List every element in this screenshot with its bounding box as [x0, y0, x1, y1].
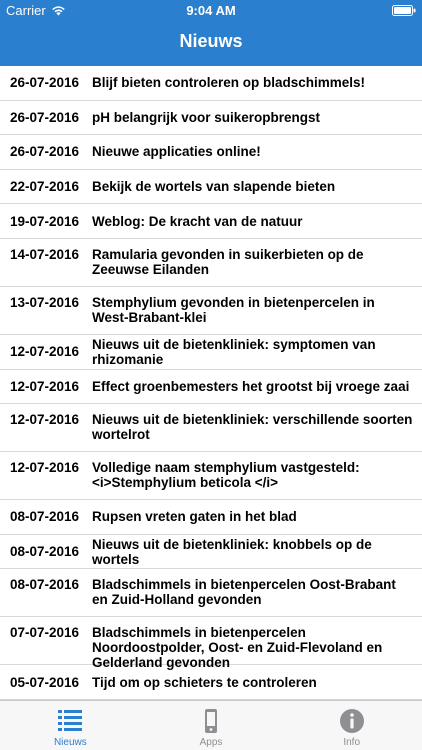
news-date: 14-07-2016 — [10, 246, 80, 262]
news-title: Stemphylium gevonden in bietenpercelen in West-Brabant-klei — [92, 294, 375, 325]
status-time: 9:04 AM — [186, 3, 236, 18]
info-icon — [338, 707, 366, 735]
tab-bar — [0, 700, 422, 750]
news-date: 19-07-2016 — [10, 213, 80, 229]
news-title: Effect groenbemesters het grootst bij vroege zaai — [92, 378, 410, 394]
news-item[interactable] — [0, 204, 422, 239]
news-item[interactable] — [0, 370, 422, 405]
news-date: 12-07-2016 — [10, 412, 80, 428]
news-date: 08-07-2016 — [10, 577, 80, 593]
news-date: 12-07-2016 — [10, 378, 80, 394]
news-date: 08-07-2016 — [10, 509, 80, 525]
news-title: Bladschimmels in bietenpercelen Noordoostpolder, Oost- en Zuid-Flevoland en Gelderland gevonden — [92, 625, 383, 671]
status-bar — [0, 0, 422, 22]
news-title: Tijd om op schieters te controleren — [92, 674, 317, 690]
tab-nieuws[interactable] — [0, 701, 141, 750]
news-title: Nieuws uit de bietenkliniek: verschillende soorten wortelrot — [92, 412, 413, 443]
tab-label: Info — [343, 737, 361, 748]
news-date: 26-07-2016 — [10, 144, 80, 160]
news-item[interactable] — [0, 569, 422, 617]
news-item[interactable] — [0, 287, 422, 335]
news-item[interactable] — [0, 66, 422, 101]
tab-label: Apps — [199, 737, 223, 748]
news-title: pH belangrijk voor suikeropbrengst — [92, 109, 321, 125]
news-item[interactable] — [0, 101, 422, 136]
tab-info[interactable] — [281, 701, 422, 750]
news-item[interactable] — [0, 665, 422, 700]
news-item[interactable] — [0, 452, 422, 500]
news-date: 26-07-2016 — [10, 75, 80, 91]
battery-icon — [392, 5, 416, 16]
news-item[interactable] — [0, 500, 422, 535]
news-item[interactable] — [0, 617, 422, 671]
news-item[interactable] — [0, 170, 422, 205]
navigation-bar — [0, 22, 422, 66]
news-title: Nieuwe applicaties online! — [92, 144, 261, 160]
news-title: Weblog: De kracht van de natuur — [92, 213, 303, 229]
header — [0, 0, 422, 66]
news-date: 12-07-2016 — [10, 460, 80, 476]
carrier-label: Carrier — [6, 3, 46, 18]
news-title: Bladschimmels in bietenpercelen Oost-Brabant en Zuid-Holland gevonden — [92, 577, 396, 608]
news-item[interactable] — [0, 335, 422, 370]
news-date: 26-07-2016 — [10, 109, 80, 125]
news-date: 07-07-2016 — [10, 625, 80, 641]
news-item[interactable] — [0, 239, 422, 287]
news-list[interactable] — [0, 66, 422, 700]
news-title: Blijf bieten controleren op bladschimmels! — [92, 75, 366, 91]
news-date: 05-07-2016 — [10, 674, 80, 690]
tab-apps[interactable] — [141, 701, 282, 750]
news-title: Rupsen vreten gaten in het blad — [92, 509, 297, 525]
news-date: 13-07-2016 — [10, 294, 80, 310]
news-title: Volledige naam stemphylium vastgesteld: <i>Stemphylium beticola </i> — [92, 460, 360, 491]
news-title: Nieuws uit de bietenkliniek: knobbels op de wortels — [92, 536, 372, 567]
news-title: Ramularia gevonden in suikerbieten op de Zeeuwse Eilanden — [92, 246, 364, 277]
news-item[interactable] — [0, 135, 422, 170]
news-item[interactable] — [0, 404, 422, 452]
tab-label: Nieuws — [53, 737, 87, 748]
news-title: Bekijk de wortels van slapende bieten — [92, 179, 336, 195]
list-icon — [56, 707, 84, 735]
news-date: 08-07-2016 — [10, 544, 80, 560]
news-item[interactable] — [0, 535, 422, 570]
page-title: Nieuws — [179, 31, 243, 51]
news-date: 22-07-2016 — [10, 179, 80, 195]
news-title: Nieuws uit de bietenkliniek: symptomen van rhizomanie — [92, 336, 376, 367]
news-date: 12-07-2016 — [10, 344, 80, 360]
phone-icon — [197, 707, 225, 735]
